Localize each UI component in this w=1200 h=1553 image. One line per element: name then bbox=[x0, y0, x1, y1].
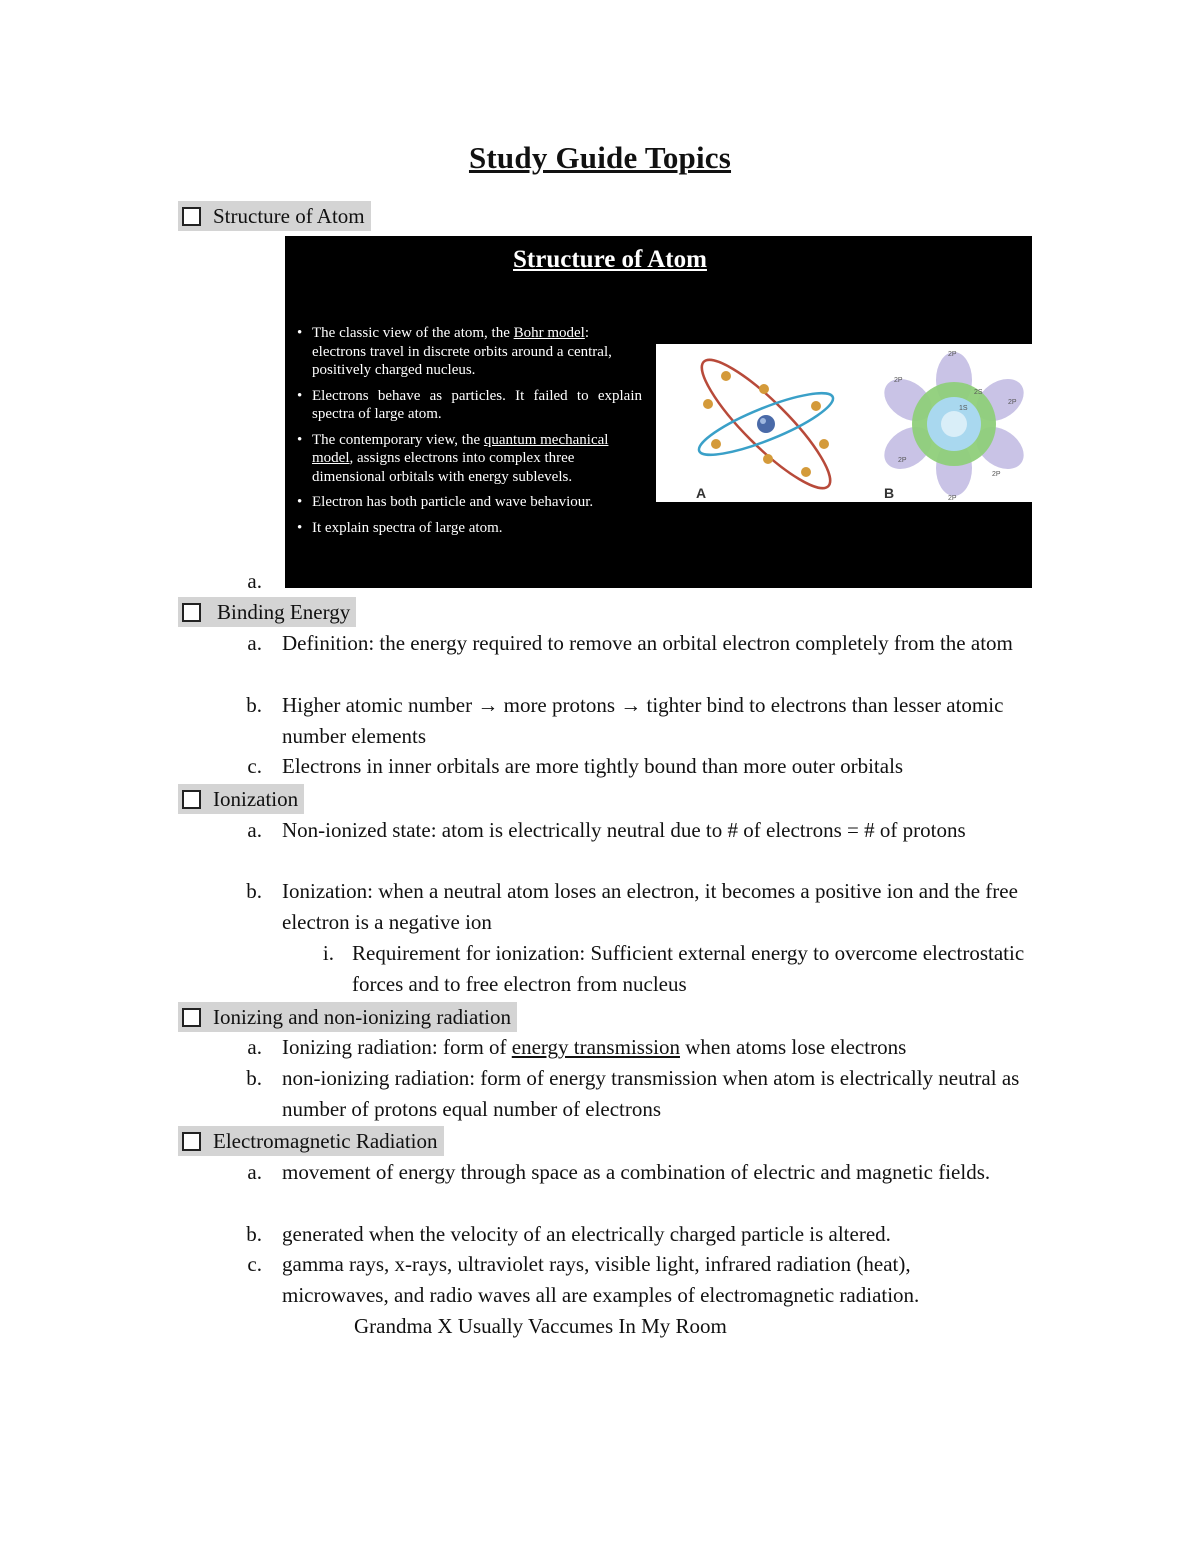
section-binding-energy bbox=[178, 597, 356, 627]
checkbox-icon bbox=[182, 207, 201, 226]
slide-bullet: • The contemporary view, the quantum mechanical model, assigns electrons into complex three dimensional orbitals with energy sublevels. bbox=[297, 431, 642, 487]
section-label: Ionizing and non-ionizing radiation bbox=[213, 1005, 512, 1029]
atom-slide-image bbox=[285, 236, 1032, 588]
orbital-label: 2P bbox=[948, 351, 957, 358]
bohr-model-icon bbox=[688, 346, 844, 502]
section-label: Electromagnetic Radiation bbox=[213, 1129, 438, 1153]
orbital-label: 2S bbox=[974, 389, 983, 396]
orbital-label: 2P bbox=[948, 495, 957, 502]
slide-bullet: • Electron has both particle and wave behaviour. bbox=[297, 493, 642, 512]
orbital-label: 2P bbox=[898, 457, 907, 464]
underlined-term: energy transmission bbox=[511, 1035, 680, 1059]
orbital-label: 2P bbox=[992, 471, 1001, 478]
checkbox-icon bbox=[182, 1008, 201, 1027]
atom-models-svg bbox=[656, 344, 1032, 502]
slide-bullet: • The classic view of the atom, the Bohr model: electrons travel in discrete orbits around a central, positively charged nucleus. bbox=[297, 324, 642, 380]
orbital-label: 2P bbox=[894, 377, 903, 384]
section-label: Binding Energy bbox=[217, 600, 351, 624]
section-electromagnetic-radiation bbox=[178, 1126, 444, 1156]
slide-bullet-list bbox=[297, 324, 642, 544]
section-ionizing-radiation bbox=[178, 1002, 517, 1032]
checkbox-icon bbox=[182, 603, 201, 622]
section-structure-of-atom bbox=[178, 201, 371, 231]
orbital-model-icon bbox=[876, 352, 1031, 496]
page-title: Study Guide Topics bbox=[468, 140, 732, 175]
orbital-label: 1S bbox=[959, 405, 968, 412]
orbital-label: 2P bbox=[1008, 399, 1017, 406]
slide-bullet: • It explain spectra of large atom. bbox=[297, 519, 642, 538]
diagram-label-a: A bbox=[696, 485, 707, 501]
section-label: Structure of Atom bbox=[213, 204, 365, 228]
checkbox-icon bbox=[182, 790, 201, 809]
diagram-label-b: B bbox=[884, 485, 895, 501]
slide-bullet: • Electrons behave as particles. It failed to explain spectra of large atom. bbox=[297, 387, 642, 424]
slide-title: Structure of Atom bbox=[513, 246, 707, 273]
section-label: Ionization bbox=[213, 787, 299, 811]
atom-model-diagram bbox=[656, 344, 1032, 502]
section-ionization bbox=[178, 784, 304, 814]
mnemonic-text: Grandma X Usually Vaccumes In My Room bbox=[354, 1314, 727, 1338]
checkbox-icon bbox=[182, 1132, 201, 1151]
list-marker: a. bbox=[247, 569, 262, 593]
